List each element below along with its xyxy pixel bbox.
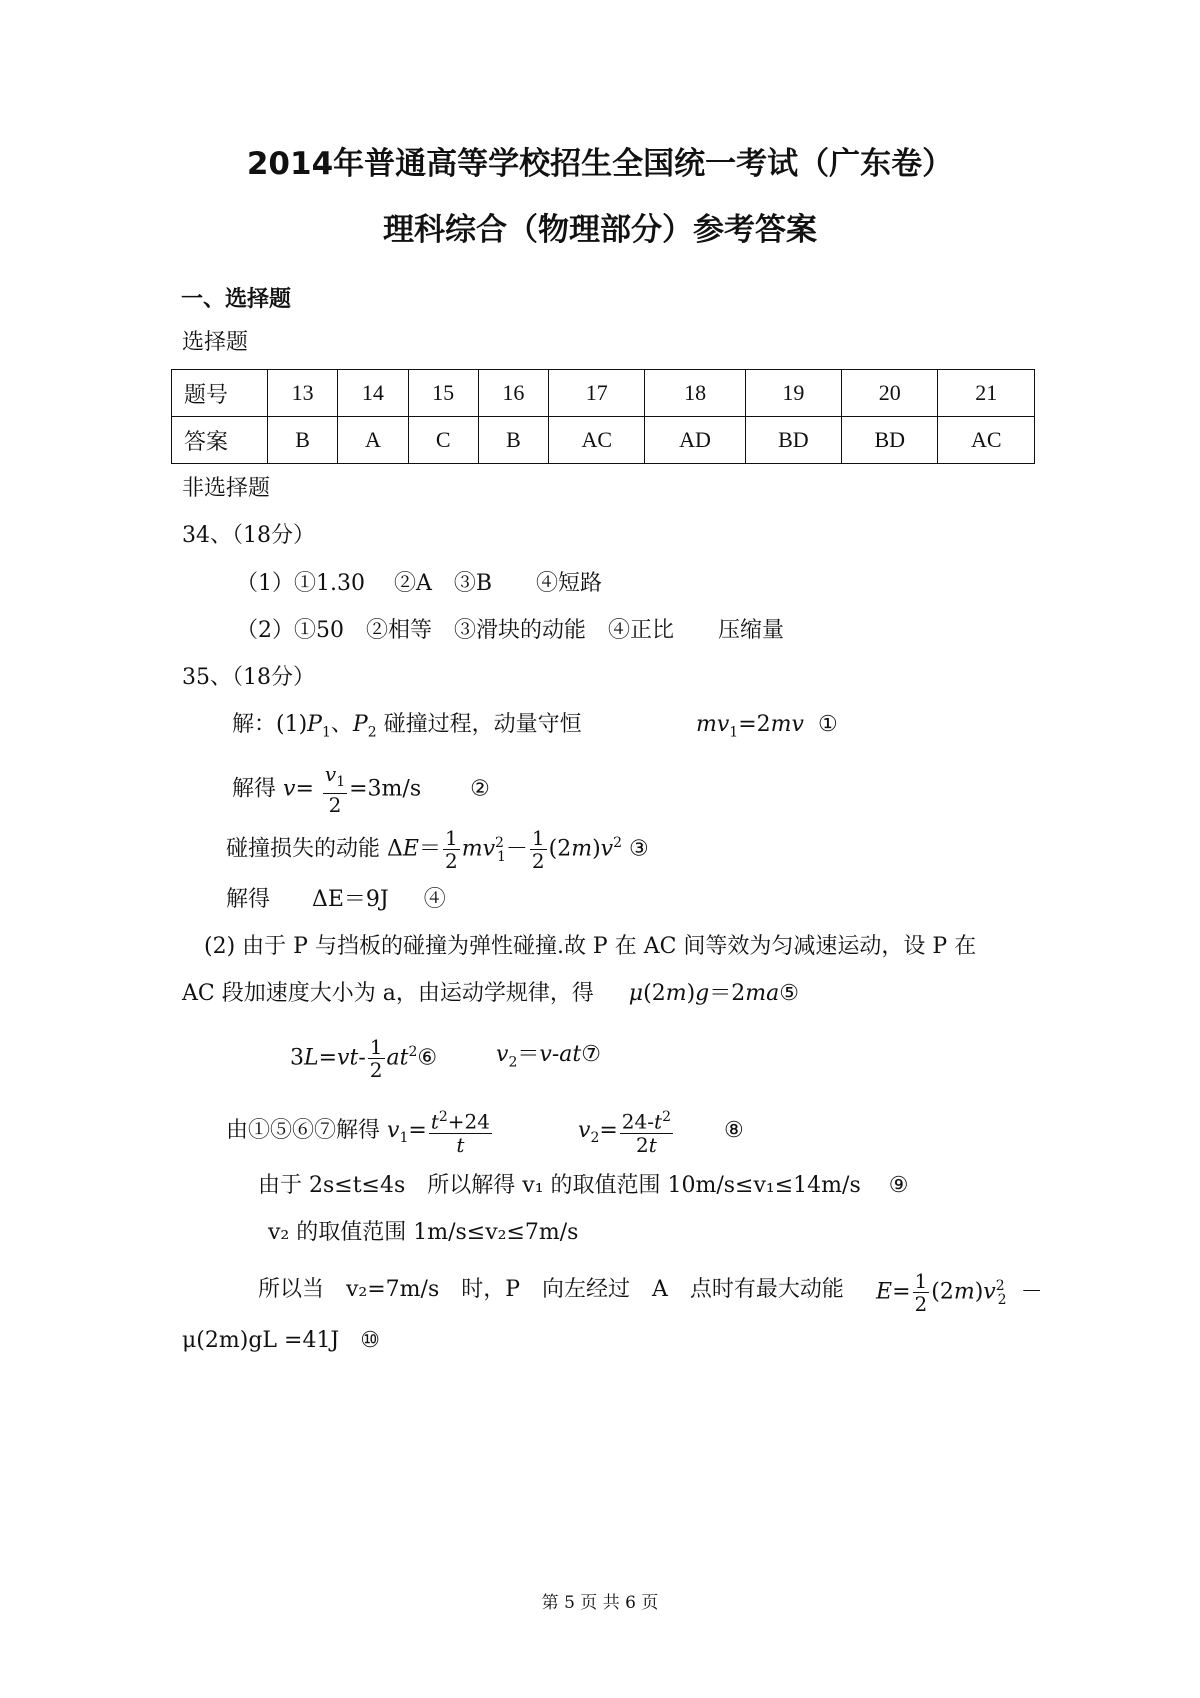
table-cell: C [408,417,478,464]
table-cell: 20 [842,370,938,417]
table-cell: 18 [645,370,745,417]
table-cell: AD [645,417,745,464]
q35-part2-line1: (2) 由于 P 与挡板的碰撞为弹性碰撞.故 P 在 AC 间等效为匀减速运动，设 P 在 [204,934,977,959]
step1-prefix: 解：(1) [232,712,308,737]
table-cell: 19 [745,370,841,417]
step9-text: 由于 2s≤t≤4s 所以解得 v₁ 的取值范围 10m/s≤v₁≤14m/s [258,1173,861,1198]
section-heading: 一、选择题 [181,287,292,312]
row-label-number: 题号 [172,370,268,417]
part2-text: AC 段加速度大小为 a，由运动学规律，得 [182,981,594,1006]
q35-header: 35、（18分） [182,665,315,690]
q35-part2-line2: AC 段加速度大小为 a，由运动学规律，得 μ(2m)g＝2ma⑤ [182,981,799,1006]
mc-label: 选择题 [182,330,249,355]
step1-text: 碰撞过程，动量守恒 [383,712,582,737]
table-cell: A [338,417,408,464]
eq-mark: ⑤ [779,981,799,1006]
q35-step1: 解：$(1)P_1$、$P_2$ 碰撞过程，动量守恒 [232,712,582,741]
eq-mark: ⑩ [360,1328,380,1353]
q35-eq8b: $v_2=$ $\frac{24-t^2}{2t}$ ⑧ [578,1106,744,1156]
table-row-answers [172,417,1035,464]
q35-step11 [258,1275,844,1305]
q35-eq8: 由①⑤⑥⑦解得 $v_1=$ $\frac{t^2+24}{t}$ [226,1106,494,1156]
table-cell: 21 [938,370,1035,417]
step2-prefix: 解得 [232,776,277,802]
step3-prefix: 碰撞损失的动能 [226,836,381,862]
table-cell: 15 [408,370,478,417]
step2-result: =3m/s [349,776,422,802]
q35-eq6: 3L=vt- $\frac{1}{2}$ $at^2⑥$ [290,1035,438,1082]
fraction: $\frac{1}{2}$ [914,1269,928,1316]
fraction: $\frac{1}{2}$ [531,826,545,873]
q35-energy-eq: E= $\frac{1}{2}$ $(2m)v^2_2$ － [876,1269,1043,1316]
fraction: $\frac{v_1}{2}$ [324,762,346,817]
eq-mark: ② [470,776,490,802]
table-cell: AC [938,417,1035,464]
page-title: 2014年普通高等学校招生全国统一考试（广东卷） [246,146,954,182]
q34-part2: （2）①50 ②相等 ③滑块的动能 ④正比 压缩量 [236,618,784,643]
fraction: $\frac{1}{2}$ [444,826,458,873]
eq-mark: ① [817,712,838,737]
eq-mark: ③ [629,836,649,862]
eq-mark: ⑦ [581,1042,601,1067]
row-label-answer: 答案 [172,417,268,464]
page-footer: 第 5 页 共 6 页 [541,1593,659,1613]
table-cell: 17 [549,370,645,417]
step12-text: μ(2m)gL =41J [182,1328,340,1353]
q35-step3: 碰撞损失的动能 ΔE＝ $\frac{1}{2}$ $mv^2_1-$ $\frac{1}{2}$ $(2m)v^2$ ③ [226,826,649,873]
step4-eq: ΔE＝9J [311,887,389,912]
table-cell: 14 [338,370,408,417]
fraction: $\frac{t^2+24}{t}$ [429,1106,492,1156]
q35-step2: 解得 v= $\frac{v_1}{2}$ =3m/s ② [232,762,490,817]
q35-eq7: $v_2=v$-at⑦ [496,1042,601,1071]
nonmc-label: 非选择题 [182,476,271,501]
q34-part1: （1）①1.30 ②A ③B ④短路 [236,571,603,596]
q35-eq1: $mv_1=2mv$ ① [696,712,838,741]
q34-header: 34、（18分） [182,523,315,548]
fraction: $\frac{24-t^2}{2t}$ [620,1106,673,1156]
step4-prefix: 解得 [226,887,271,912]
table-cell: B [478,417,548,464]
table-cell: AC [549,417,645,464]
table-cell: BD [745,417,841,464]
table-cell: BD [842,417,938,464]
eq-mark: ⑨ [888,1173,909,1198]
step8-prefix: 由①⑤⑥⑦解得 [226,1117,381,1143]
table-cell: 16 [478,370,548,417]
table-cell: B [268,417,338,464]
step11-text: 所以当 v₂=7m/s 时，P 向左经过 A 点时有最大动能 [258,1277,844,1302]
q35-step9 [258,1171,908,1201]
table-cell: 13 [268,370,338,417]
q35-step4 [226,885,446,915]
page-subtitle: 理科综合（物理部分）参考答案 [383,212,817,248]
answer-table [171,369,1035,464]
eq-mark: ④ [423,887,446,912]
table-row-numbers [172,370,1035,417]
q35-step12 [182,1326,380,1356]
fraction: $\frac{1}{2}$ [369,1035,383,1082]
eq-mark: ⑥ [417,1045,438,1071]
eq-mark: ⑧ [723,1117,744,1143]
q35-step10: v₂ 的取值范围 1m/s≤v₂≤7m/s [268,1220,579,1245]
